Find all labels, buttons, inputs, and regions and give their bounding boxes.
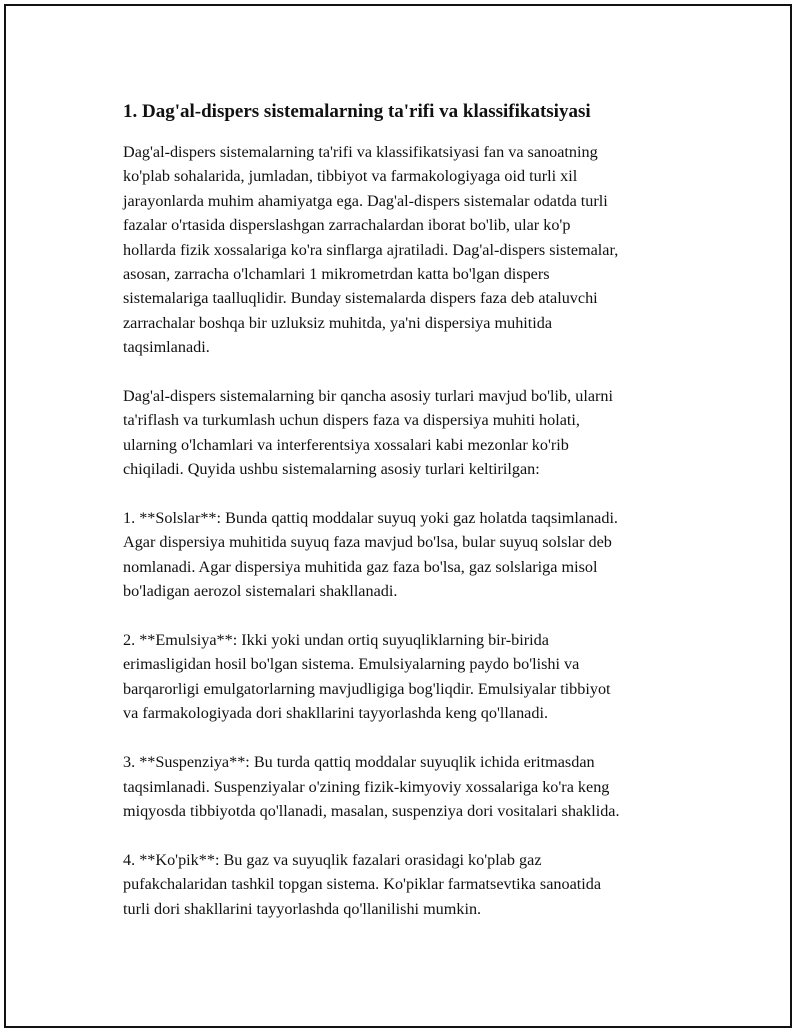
text-line: Dag'al-dispers sistemalarning bir qancha asosiy turlari mavjud bo'lib, ularni — [123, 387, 613, 406]
text-line: asosan, zarracha o'lchamlari 1 mikrometrdan katta bo'lgan dispers — [123, 265, 550, 284]
page-frame — [4, 4, 792, 1028]
text-line: 1. **Solslar**: Bunda qattiq moddalar suyuq yoki gaz holatda taqsimlanadi. — [123, 509, 618, 528]
text-line: va farmakologiyada dori shakllarini tayyorlashda keng qo'llanadi. — [123, 704, 549, 723]
text-line: barqarorligi emulgatorlarning mavjudligiga bog'liqdir. Emulsiyalar tibbiyot — [123, 679, 611, 698]
text-line: 3. **Suspenziya**: Bu turda qattiq moddalar suyuqlik ichida eritmasdan — [123, 753, 595, 772]
text-line: turli dori shakllarini tayyorlashda qo'llanilishi mumkin. — [123, 899, 482, 918]
text-line: fazalar o'rtasida disperslashgan zarrachalardan iborat bo'lib, ular ko'p — [123, 216, 571, 235]
text-line: erimasligidan hosil bo'lgan sistema. Emulsiyalarning paydo bo'lishi va — [123, 655, 580, 674]
text-line: Dag'al-dispers sistemalarning ta'rifi va klassifikatsiyasi fan va sanoatning — [123, 143, 598, 161]
text-line: nomlanadi. Agar dispersiya muhitida gaz faza bo'lsa, gaz solslariga misol — [123, 557, 598, 576]
text-line: pufakchalaridan tashkil topgan sistema. Ko'piklar farmatsevtika sanoatida — [123, 875, 602, 894]
document-body — [123, 98, 698, 945]
text-line: taqsimlanadi. Suspenziyalar o'zining fizik-kimyoviy xossalariga ko'ra keng — [123, 777, 610, 796]
text-line: zarrachalar boshqa bir uzluksiz muhitda, ya'ni dispersiya muhitida — [123, 313, 553, 332]
text-line: ta'riflash va turkumlash uchun dispers faza va dispersiya muhiti holati, — [123, 411, 580, 430]
paragraph-types-overview — [123, 384, 698, 482]
section-heading: 1. Dag'al-dispers sistemalarning ta'rifi va klassifikatsiyasi — [123, 101, 591, 122]
list-item-kopik — [123, 848, 698, 921]
list-item-suspenziya — [123, 750, 698, 823]
text-line: hollarda fizik xossalariga ko'ra sinflarga ajratiladi. Dag'al-dispers sistemalar, — [123, 240, 619, 259]
text-line: miqyosda tibbiyotda qo'llanadi, masalan, suspenziya dori vositalari shaklida. — [123, 801, 620, 820]
text-line: 4. **Ko'pik**: Bu gaz va suyuqlik fazalari orasidagi ko'plab gaz — [123, 850, 542, 869]
text-line: sistemalariga taalluqlidir. Bunday sistemalarda dispers faza deb ataluvchi — [123, 289, 598, 308]
text-line: Agar dispersiya muhitida suyuq faza mavjud bo'lsa, bular suyuq solslar deb — [123, 533, 612, 552]
text-line: chiqiladi. Quyida ushbu sistemalarning asosiy turlari keltirilgan: — [123, 460, 540, 479]
list-item-emulsiya — [123, 628, 698, 726]
text-line: taqsimlanadi. — [123, 338, 210, 357]
text-line: ko'plab sohalarida, jumladan, tibbiyot va farmakologiyaga oid turli xil — [123, 167, 578, 186]
paragraph-intro — [123, 140, 698, 360]
text-line: ularning o'lchamlari va interferentsiya xossalari kabi mezonlar ko'rib — [123, 435, 569, 454]
list-item-solslar — [123, 506, 698, 604]
text-line: 2. **Emulsiya**: Ikki yoki undan ortiq suyuqliklarning bir-birida — [123, 631, 549, 650]
text-line: bo'ladigan aerozol sistemalari shakllanadi. — [123, 582, 398, 601]
text-line: jarayonlarda muhim ahamiyatga ega. Dag'al-dispers sistemalar odatda turli — [123, 191, 608, 210]
